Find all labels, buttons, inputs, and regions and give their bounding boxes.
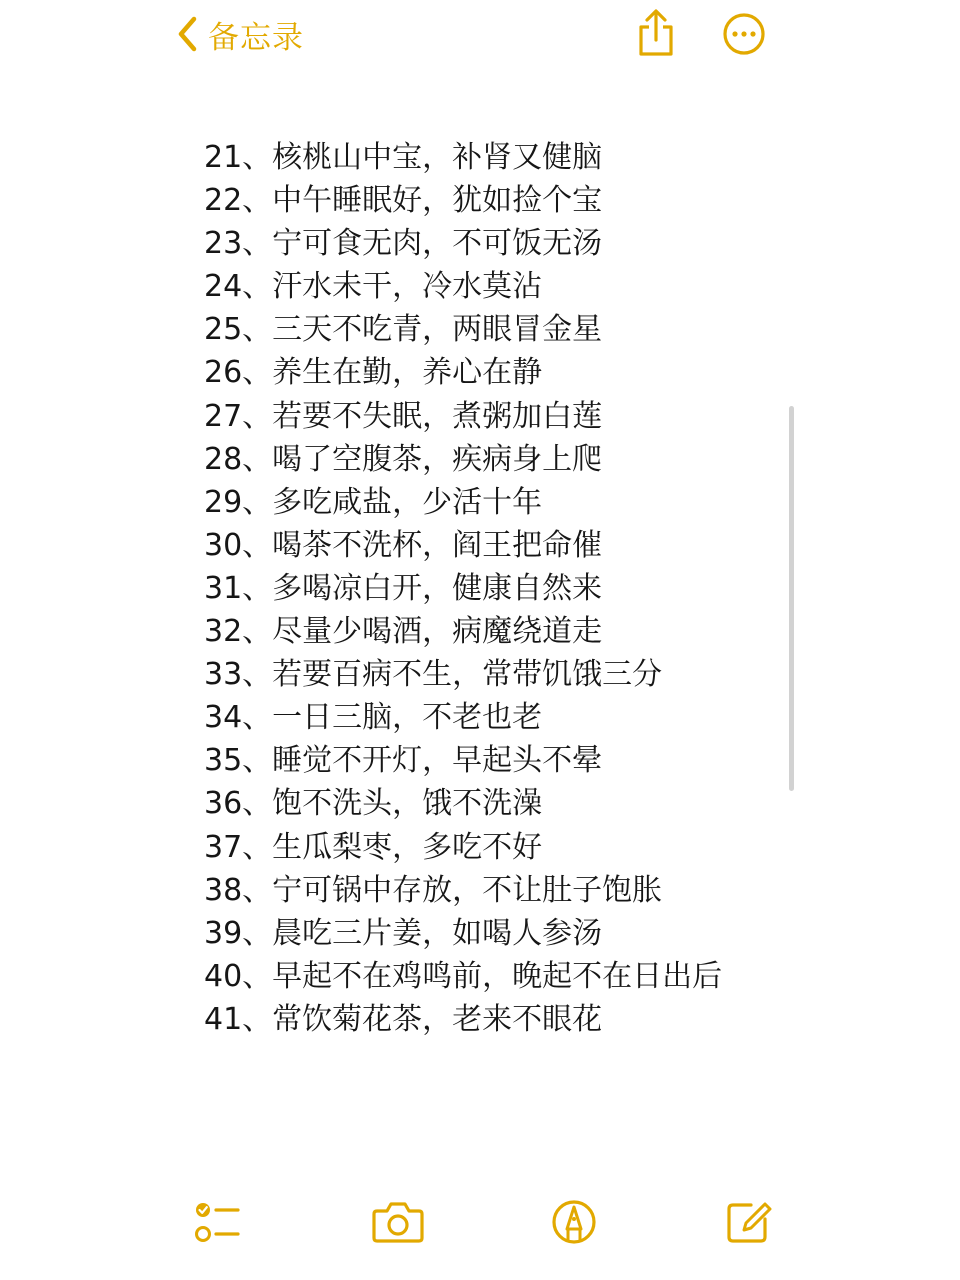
- camera-button[interactable]: [370, 1194, 426, 1250]
- note-line: 30、喝茶不洗杯，阎王把命催: [204, 527, 603, 563]
- note-line: 37、生瓜梨枣，多吃不好: [204, 829, 543, 865]
- note-line: 38、宁可锅中存放，不让肚子饱胀: [204, 872, 663, 908]
- share-icon: [632, 8, 680, 58]
- note-line: 35、睡觉不开灯，早起头不晕: [204, 743, 603, 779]
- note-line: 31、多喝凉白开，健康自然来: [204, 570, 603, 606]
- note-line: 41、常饮菊花茶，老来不眼花: [204, 1001, 603, 1037]
- note-line: 26、养生在勤，养心在静: [204, 355, 543, 391]
- note-line: 29、多吃咸盐，少活十年: [204, 484, 543, 520]
- chevron-left-icon: [176, 15, 198, 53]
- note-line: 24、汗水未干，冷水莫沾: [204, 269, 543, 305]
- camera-icon: [371, 1199, 425, 1245]
- checklist-button[interactable]: [190, 1194, 246, 1250]
- back-button[interactable]: [176, 12, 304, 56]
- note-line: 33、若要百病不生，常带饥饿三分: [204, 657, 663, 693]
- markup-button[interactable]: [546, 1194, 602, 1250]
- note-line: 34、一日三脑，不老也老: [204, 700, 543, 736]
- note-line: 36、饱不洗头，饿不洗澡: [204, 786, 543, 822]
- note-body[interactable]: [204, 136, 804, 1041]
- note-line: 27、若要不失眠，煮粥加白莲: [204, 398, 603, 434]
- note-line: 22、中午睡眠好，犹如捡个宝: [204, 183, 603, 219]
- note-line: 39、晨吃三片姜，如喝人参汤: [204, 915, 603, 951]
- checklist-icon: [192, 1197, 244, 1247]
- share-button[interactable]: [632, 8, 680, 58]
- compose-button[interactable]: [720, 1194, 776, 1250]
- bottom-toolbar: [0, 1180, 960, 1260]
- note-line: 40、早起不在鸡鸣前，晚起不在日出后: [204, 958, 723, 994]
- compose-icon: [723, 1197, 773, 1247]
- note-line: 21、核桃山中宝，补肾又健脑: [204, 140, 603, 175]
- note-line: 23、宁可食无肉，不可饭无汤: [204, 226, 603, 262]
- back-label: 备忘录: [208, 19, 304, 56]
- scroll-indicator[interactable]: [789, 406, 794, 791]
- more-button[interactable]: [720, 8, 768, 58]
- note-line: 25、三天不吃青，两眼冒金星: [204, 312, 603, 348]
- note-line: 32、尽量少喝酒，病魔绕道走: [204, 614, 603, 650]
- navigation-bar: [0, 0, 960, 80]
- note-line: 28、喝了空腹茶，疾病身上爬: [204, 441, 603, 477]
- markup-pen-icon: [549, 1197, 599, 1247]
- more-icon: [720, 8, 768, 58]
